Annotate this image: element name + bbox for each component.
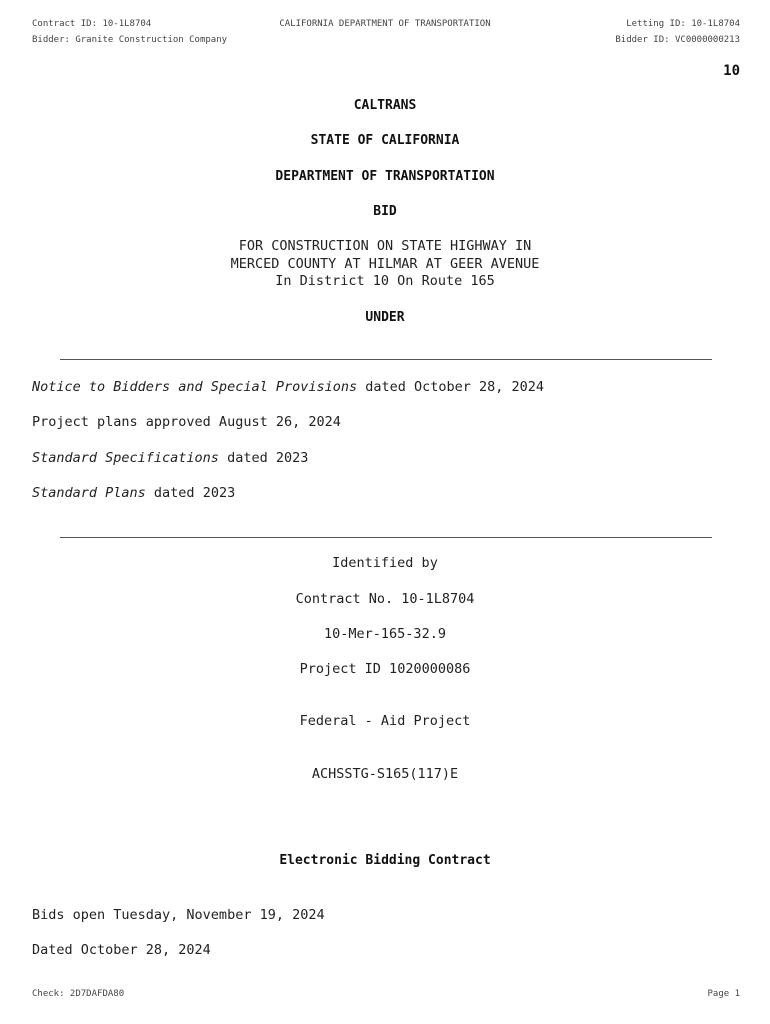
- letting-id: Letting ID: 10-1L8704: [626, 19, 740, 29]
- federal-project-number: ACHSSTG-S165(117)E: [311, 766, 459, 782]
- bidder-id: Bidder ID: VC0000000213: [615, 35, 740, 45]
- page-marker: 10: [723, 63, 740, 79]
- title-caltrans: CALTRANS: [353, 98, 417, 113]
- doc-standard-specifications: Standard Specifications dated 2023: [32, 450, 309, 466]
- bidder-name: Bidder: Granite Construction Company: [32, 35, 228, 45]
- location-line-2: MERCED COUNTY AT HILMAR AT GEER AVENUE: [230, 256, 540, 272]
- location-line-3: In District 10 On Route 165: [275, 273, 495, 289]
- identified-by: Identified by: [332, 555, 438, 571]
- route-code: 10-Mer-165-32.9: [324, 626, 446, 642]
- federal-aid-project: Federal - Aid Project: [299, 713, 471, 729]
- contract-number: Contract No. 10-1L8704: [295, 591, 475, 607]
- title-bid: BID: [373, 204, 397, 219]
- project-id: Project ID 1020000086: [299, 661, 471, 677]
- divider-bottom: [60, 537, 712, 538]
- location-line-1: FOR CONSTRUCTION ON STATE HIGHWAY IN: [238, 238, 532, 254]
- title-state: STATE OF CALIFORNIA: [310, 133, 460, 148]
- page-number: Page 1: [707, 989, 740, 999]
- check-code: Check: 2D7DAFDA80: [32, 989, 125, 999]
- divider-top: [60, 359, 712, 360]
- doc-standard-plans: Standard Plans dated 2023: [32, 485, 236, 501]
- agency-header: CALIFORNIA DEPARTMENT OF TRANSPORTATION: [279, 19, 491, 29]
- dated-line: Dated October 28, 2024: [32, 942, 211, 958]
- contract-id: Contract ID: 10-1L8704: [32, 19, 152, 29]
- contract-type: Electronic Bidding Contract: [279, 853, 491, 868]
- doc-project-plans: Project plans approved August 26, 2024: [32, 414, 341, 430]
- title-department: DEPARTMENT OF TRANSPORTATION: [275, 169, 495, 184]
- bids-open-date: Bids open Tuesday, November 19, 2024: [32, 907, 325, 923]
- under-heading: UNDER: [365, 310, 405, 325]
- doc-notice-to-bidders: Notice to Bidders and Special Provisions dated October 28, 2024: [32, 379, 545, 395]
